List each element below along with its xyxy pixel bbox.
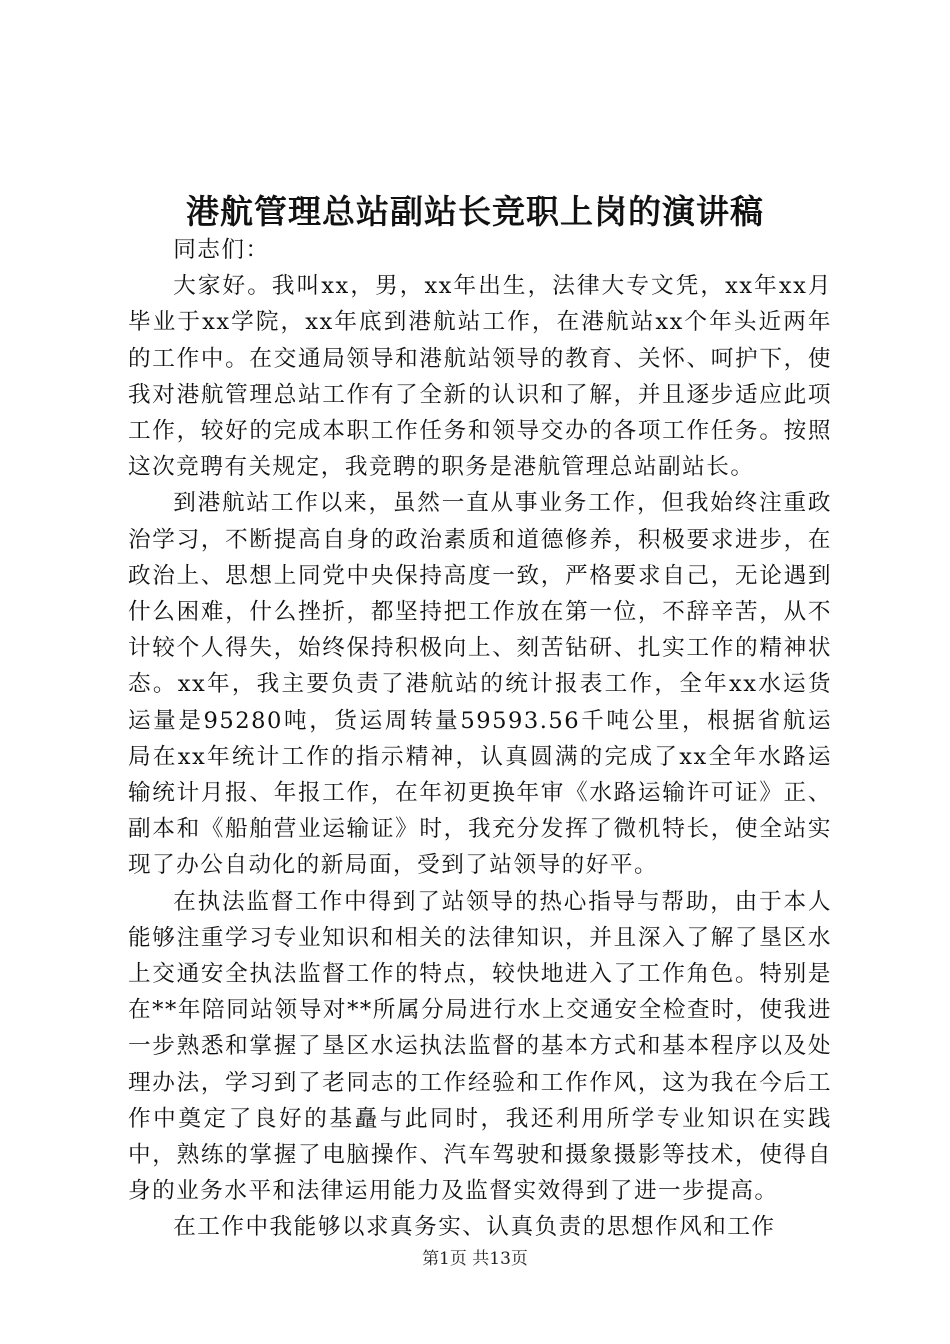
- paragraph-law-enforcement: 在执法监督工作中得到了站领导的热心指导与帮助，由于本人能够注重学习专业知识和相关的法律知识，并且深入了解了垦区水上交通安全执法监督工作的特点，较快地进入了工作角色。特别是在**年陪同站领导对**所属分局进行水上交通安全检查时，使我进一步熟悉和掌握了垦区水运执法监督的基本方式和基本程序以及处理办法，学习到了老同志的工作经验和工作作风，这为我在今后工作中奠定了良好的基矗与此同时，我还利用所学专业知识在实践中，熟练的掌握了电脑操作、汽车驾驶和摄象摄影等技术，使得自身的业务水平和法律运用能力及监督实效得到了进一步提高。: [128, 888, 832, 1205]
- document-title: 港航管理总站副站长竞职上岗的演讲稿: [186, 192, 764, 231]
- paragraph-work-experience: 到港航站工作以来，虽然一直从事业务工作，但我始终注重政治学习，不断提高自身的政治素质和道德修养，积极要求进步，在政治上、思想上同党中央保持高度一致，严格要求自己，无论遇到什么困难，什么挫折，都坚持把工作放在第一位，不辞辛苦，从不计较个人得失，始终保持积极向上、刻苦钻研、扎实工作的精神状态。xx年，我主要负责了港航站的统计报表工作，全年xx水运货运量是95280吨，货运周转量59593.56千吨公里，根据省航运局在xx年统计工作的指示精神，认真圆满的完成了xx全年水路运输统计月报、年报工作，在年初更换年审《水路运输许可证》正、副本和《船舶营业运输证》时，我充分发挥了微机特长，使全站实现了办公自动化的新局面，受到了站领导的好平。: [128, 490, 832, 879]
- paragraph-introduction: 大家好。我叫xx，男，xx年出生，法律大专文凭，xx年xx月毕业于xx学院，xx年底到港航站工作，在港航站xx个年头近两年的工作中。在交通局领导和港航站领导的教育、关怀、呵护下，使我对港航管理总站工作有了全新的认识和了解，并且逐步适应此项工作，较好的完成本职工作任务和领导交办的各项工作任务。按照这次竞聘有关规定，我竞聘的职务是港航管理总站副站长。: [128, 273, 832, 481]
- paragraph-work-attitude: 在工作中我能够以求真务实、认真负责的思想作风和工作: [173, 1214, 776, 1241]
- page-number-footer: 第1页 共13页: [422, 1249, 528, 1269]
- document-body: [128, 232, 832, 1246]
- salutation: 同志们：: [173, 237, 270, 263]
